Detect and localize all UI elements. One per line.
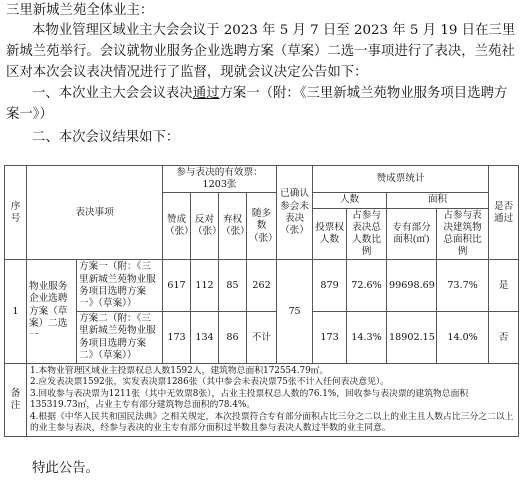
header-area-ratio: 占参与表决建筑物总面积比例 — [437, 208, 489, 260]
header-area: 面积 — [387, 193, 489, 208]
resolution-prefix: 一、本次业主大会会议表决 — [32, 86, 193, 101]
resolution-suffix: 方案一（附：《三里新城兰苑物业服务项目选聘方案一》） — [6, 86, 508, 122]
header-matter: 表决事项 — [27, 166, 163, 260]
results-table — [4, 165, 519, 437]
option-people-ratio: 14.3% — [347, 312, 387, 364]
option-area: 99698.69 — [387, 260, 437, 312]
header-people-ratio: 占参与表决总人数比例 — [347, 208, 387, 260]
section-2-title: 二、本次会议结果如下： — [32, 130, 180, 145]
option-abstain: 85 — [219, 260, 247, 312]
row-confirmed: 75 — [277, 260, 313, 364]
notes-label: 备注 — [5, 364, 27, 437]
option-oppose: 134 — [191, 312, 219, 364]
header-agree-stats: 赞成票统计 — [313, 166, 489, 193]
note-item: 3.回收参与表决票为1211张（其中无效票8张），占业主投票权总人数的76.1%，回收参与表决票的建筑物总面积135319.73㎡，占业主专有部分建筑物总面积的78.4%。 — [30, 388, 469, 411]
option-abstain: 86 — [219, 312, 247, 364]
option-agree: 173 — [163, 312, 191, 364]
option-vote-count: 173 — [313, 312, 347, 364]
resolution-result: 通过 — [192, 86, 220, 101]
header-follow: 随多数（张） — [247, 193, 277, 260]
notes-row — [5, 364, 519, 437]
header-confirmed: 已确认参会未表决（张） — [277, 166, 313, 260]
option-agree: 617 — [163, 260, 191, 312]
note-item: 1.本物业管理区域业主投票权总人数1592人，建筑物总面积172554.79㎡。 — [30, 366, 329, 377]
option-passed: 否 — [489, 312, 519, 364]
table-row — [5, 312, 519, 364]
option-vote-count: 879 — [313, 260, 347, 312]
header-people: 人数 — [313, 193, 387, 208]
note-item: 4.根据《中华人民共和国民法典》之相关规定，本次投票符合专有部分面积占比三分之二以上的业主且人数占比三分之二以上的业主参与表决，经参与表决的业主专有部分面积过半数且参与表决人数过半数的业主同意。 — [30, 411, 514, 434]
option-name: 方案二（附：《三里新城兰苑物业服务项目选聘方案二》（草案）） — [77, 312, 163, 364]
option-people-ratio: 72.6% — [347, 260, 387, 312]
row-seq: 1 — [5, 260, 27, 364]
header-valid-votes: 参与表决的有效票：1203张 — [163, 166, 277, 193]
header-exclusive-area: 专有部分面积(㎡) — [387, 208, 437, 260]
notes-cell — [27, 364, 519, 437]
header-agree: 赞成（张） — [163, 193, 191, 260]
option-follow: 262 — [247, 260, 277, 312]
option-oppose: 112 — [191, 260, 219, 312]
header-abstain: 弃权（张） — [219, 193, 247, 260]
option-area-ratio: 14.0% — [437, 312, 489, 364]
header-vote-count: 投票权人数 — [313, 208, 347, 260]
table-row — [5, 260, 519, 312]
header-seq: 序号 — [5, 166, 27, 260]
option-name: 方案一（附：《三里新城兰苑物业服务项目选聘方案一》（草案）） — [77, 260, 163, 312]
header-passed: 是否通过 — [489, 166, 519, 260]
row-matter: 物业服务企业选聘方案（草案）二选一 — [27, 260, 77, 364]
greeting: 三里新城兰苑全体业主： — [6, 3, 154, 18]
closing-text: 特此公告。 — [32, 461, 99, 476]
option-area: 18902.15 — [387, 312, 437, 364]
resolution-paragraph — [6, 83, 518, 125]
option-area-ratio: 73.7% — [437, 260, 489, 312]
header-oppose: 反对（张） — [191, 193, 219, 260]
note-item: 2.应发表决票1592张，实发表决票1286张（其中参会未表决票75张不计入任何表决意见）。 — [30, 377, 390, 388]
option-passed: 是 — [489, 260, 519, 312]
option-follow: 不计 — [247, 312, 277, 364]
intro-paragraph: 本物业管理区域业主大会会议于 2023 年 5 月 7 日至 2023 年 5 月 19 日在三里新城兰苑举行。会议就物业服务企业选聘方案（草案）二选一事项进行了表决，兰苑社区对本次会议表决情况进行了监督，现就会议决定公告如下： — [6, 23, 516, 80]
